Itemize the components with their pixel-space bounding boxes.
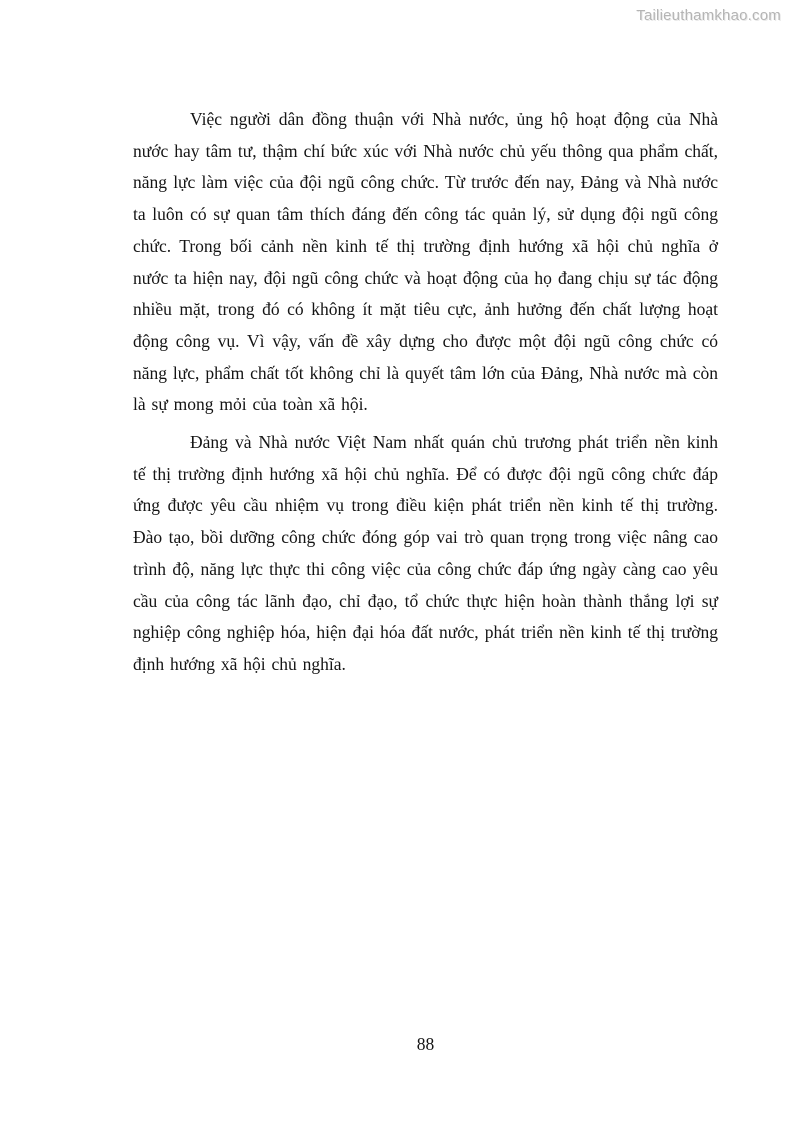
paragraph: Việc người dân đồng thuận với Nhà nước, ủng hộ hoạt động của Nhà nước hay tâm tư, thậm chí bức xúc với Nhà nước chủ yếu thông qua phẩm chất, năng lực làm việc của đội ngũ công chức. Từ trước đến nay, Đảng và Nhà nước ta luôn có sự quan tâm thích đáng đến công tác quản lý, sử dụng đội ngũ công chức. Trong bối cảnh nền kinh tế thị trường định hướng xã hội chủ nghĩa ở nước ta hiện nay, đội ngũ công chức và hoạt động của họ đang chịu sự tác động nhiều mặt, trong đó có không ít mặt tiêu cực, ảnh hưởng đến chất lượng hoạt động công vụ. Vì vậy, vấn đề xây dựng cho được một đội ngũ công chức có năng lực, phẩm chất tốt không chỉ là quyết tâm lớn của Đảng, Nhà nước mà còn là sự mong mỏi của toàn xã hội. bbox=[133, 109, 718, 415]
page-number: 88 bbox=[416, 1034, 435, 1054]
page-body-text bbox=[133, 104, 718, 681]
paragraph: Đảng và Nhà nước Việt Nam nhất quán chủ trương phát triển nền kinh tế thị trường định hướng xã hội chủ nghĩa. Để có được đội ngũ công chức đáp ứng được yêu cầu nhiệm vụ trong điều kiện phát triển nền kinh tế thị trường. Đào tạo, bồi dưỡng công chức đóng góp vai trò quan trọng trong việc nâng cao trình độ, năng lực thực thi công việc của công chức đáp ứng ngày càng cao yêu cầu của công tác lãnh đạo, chỉ đạo, tổ chức thực hiện hoàn thành thắng lợi sự nghiệp công nghiệp hóa, hiện đại hóa đất nước, phát triển nền kinh tế thị trường định hướng xã hội chủ nghĩa. bbox=[133, 432, 718, 674]
site-watermark: Tailieuthamkhao.com bbox=[636, 7, 781, 24]
